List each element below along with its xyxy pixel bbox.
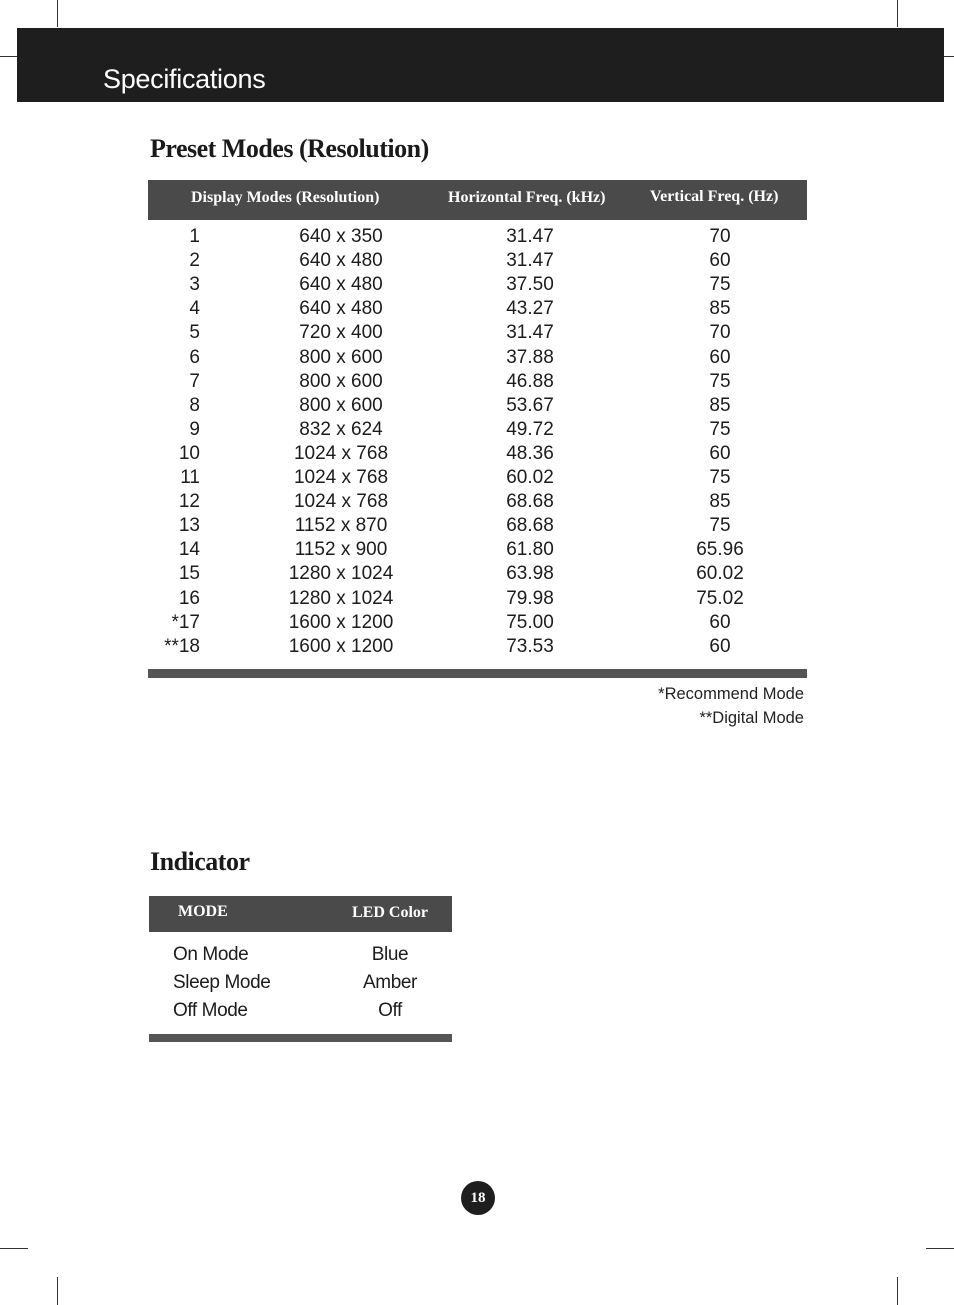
crop-mark (57, 0, 58, 27)
indicator-table-footer (149, 1034, 452, 1042)
mode-number: 7 (189, 370, 200, 392)
mode-number: 10 (178, 442, 200, 464)
led-color-cell: Blue (371, 944, 409, 965)
mode-number: 4 (189, 298, 200, 320)
resolution-cell: 1024 x 768 (293, 442, 389, 464)
preset-modes-title: Preset Modes (Resolution) (150, 134, 429, 163)
resolution-cell: 640 x 480 (299, 250, 383, 272)
vertical-freq-cell: 60 (709, 611, 731, 633)
table-row (173, 1000, 453, 1026)
horizontal-freq-cell: 37.88 (506, 346, 554, 368)
vertical-freq-cell: 70 (709, 226, 731, 247)
table-row (160, 298, 800, 322)
horizontal-freq-cell: 63.98 (506, 563, 554, 585)
vertical-freq-cell: 60 (709, 442, 731, 464)
resolution-cell: 1600 x 1200 (288, 635, 394, 657)
crop-mark (0, 56, 17, 57)
preset-table-header (148, 180, 807, 220)
resolution-cell: 1280 x 1024 (288, 563, 394, 585)
indicator-title: Indicator (150, 847, 250, 876)
resolution-cell: 800 x 600 (299, 346, 383, 368)
table-row (160, 250, 800, 274)
resolution-cell: 1600 x 1200 (288, 611, 394, 633)
vertical-freq-cell: 60 (709, 346, 731, 368)
recommend-mode-note: *Recommend Mode (658, 685, 804, 703)
table-row (160, 322, 800, 346)
table-row (173, 972, 453, 998)
vertical-freq-cell: 75.02 (696, 587, 744, 609)
mode-number: 2 (189, 250, 200, 272)
mode-cell: Off Mode (173, 1000, 248, 1021)
vertical-freq-cell: 85 (709, 298, 731, 320)
table-row (160, 226, 800, 250)
vertical-freq-cell: 60.02 (696, 563, 744, 585)
table-row (160, 274, 800, 298)
table-row (160, 443, 800, 467)
mode-number: **18 (164, 635, 200, 657)
horizontal-freq-cell: 48.36 (506, 442, 554, 464)
indicator-table-header (149, 896, 452, 932)
mode-cell: On Mode (173, 944, 249, 965)
indicator-table-body (173, 944, 453, 1028)
resolution-cell: 1024 x 768 (293, 491, 389, 513)
table-row (173, 944, 453, 970)
vertical-freq-cell: 75 (709, 467, 731, 488)
table-row (160, 612, 800, 636)
table-row (160, 371, 800, 395)
crop-mark (0, 1248, 28, 1249)
table-row (160, 563, 800, 587)
resolution-cell: 1280 x 1024 (288, 587, 394, 609)
horizontal-freq-cell: 43.27 (506, 298, 554, 320)
horizontal-freq-cell: 75.00 (506, 611, 554, 633)
horizontal-freq-cell: 37.50 (506, 274, 554, 296)
resolution-cell: 1152 x 870 (294, 515, 388, 537)
crop-mark (944, 56, 954, 57)
vertical-freq-cell: 75 (709, 515, 731, 537)
resolution-cell: 800 x 600 (299, 394, 383, 416)
mode-number: 6 (189, 346, 200, 368)
crop-mark (926, 1248, 954, 1249)
mode-cell: Sleep Mode (173, 972, 271, 993)
digital-mode-note: **Digital Mode (699, 709, 804, 727)
led-color-cell: Amber (363, 972, 417, 993)
horizontal-freq-cell: 68.68 (506, 515, 554, 537)
vertical-freq-cell: 70 (709, 322, 731, 344)
mode-number: 8 (189, 394, 200, 416)
vertical-freq-cell: 65.96 (696, 539, 744, 561)
mode-number: 5 (189, 322, 200, 344)
mode-number: 3 (189, 274, 200, 296)
vertical-freq-cell: 75 (709, 370, 731, 392)
column-header-vertical-freq: Vertical Freq. (Hz) (650, 188, 779, 205)
vertical-freq-cell: 75 (709, 418, 731, 440)
table-row (160, 491, 800, 515)
table-row (160, 636, 800, 660)
column-header-mode: MODE (178, 903, 228, 920)
table-row (160, 347, 800, 371)
table-row (160, 395, 800, 419)
horizontal-freq-cell: 31.47 (506, 322, 554, 344)
mode-number: 11 (180, 467, 200, 488)
horizontal-freq-cell: 60.02 (506, 467, 554, 488)
mode-number: 14 (178, 539, 200, 561)
crop-mark (897, 0, 898, 27)
horizontal-freq-cell: 73.53 (506, 635, 554, 657)
horizontal-freq-cell: 61.80 (506, 539, 554, 561)
page-header-title: Specifications (103, 64, 266, 94)
table-row (160, 419, 800, 443)
horizontal-freq-cell: 46.88 (506, 370, 554, 392)
table-row (160, 588, 800, 612)
resolution-cell: 640 x 480 (299, 274, 383, 296)
table-row (160, 539, 800, 563)
vertical-freq-cell: 75 (709, 274, 731, 296)
preset-table-footer (148, 669, 807, 678)
resolution-cell: 1024 x 768 (293, 467, 389, 488)
horizontal-freq-cell: 53.67 (506, 394, 554, 416)
resolution-cell: 640 x 480 (299, 298, 383, 320)
vertical-freq-cell: 60 (709, 250, 731, 272)
resolution-cell: 800 x 600 (299, 370, 383, 392)
mode-number: 13 (178, 515, 200, 537)
mode-number: *17 (171, 611, 200, 633)
crop-mark (57, 1277, 58, 1305)
preset-table-body (160, 226, 800, 666)
table-row (160, 467, 800, 491)
column-header-horizontal-freq: Horizontal Freq. (kHz) (448, 189, 606, 206)
horizontal-freq-cell: 49.72 (506, 418, 554, 440)
mode-number: 16 (178, 587, 200, 609)
column-header-display-modes: Display Modes (Resolution) (191, 189, 380, 206)
horizontal-freq-cell: 31.47 (506, 250, 554, 272)
vertical-freq-cell: 60 (709, 635, 731, 657)
horizontal-freq-cell: 68.68 (506, 491, 554, 513)
led-color-cell: Off (378, 1000, 402, 1021)
vertical-freq-cell: 85 (709, 394, 731, 416)
table-row (160, 515, 800, 539)
resolution-cell: 640 x 350 (299, 226, 383, 247)
crop-mark (897, 1277, 898, 1305)
resolution-cell: 720 x 400 (299, 322, 383, 344)
vertical-freq-cell: 85 (709, 491, 731, 513)
column-header-led-color: LED Color (352, 904, 428, 921)
resolution-cell: 1152 x 900 (294, 539, 388, 561)
mode-number: 12 (178, 491, 200, 513)
page-number: 18 (461, 1181, 495, 1215)
resolution-cell: 832 x 624 (299, 418, 383, 440)
mode-number: 9 (189, 418, 200, 440)
horizontal-freq-cell: 31.47 (506, 226, 554, 247)
horizontal-freq-cell: 79.98 (506, 587, 554, 609)
mode-number: 1 (189, 226, 200, 247)
mode-number: 15 (178, 563, 200, 585)
